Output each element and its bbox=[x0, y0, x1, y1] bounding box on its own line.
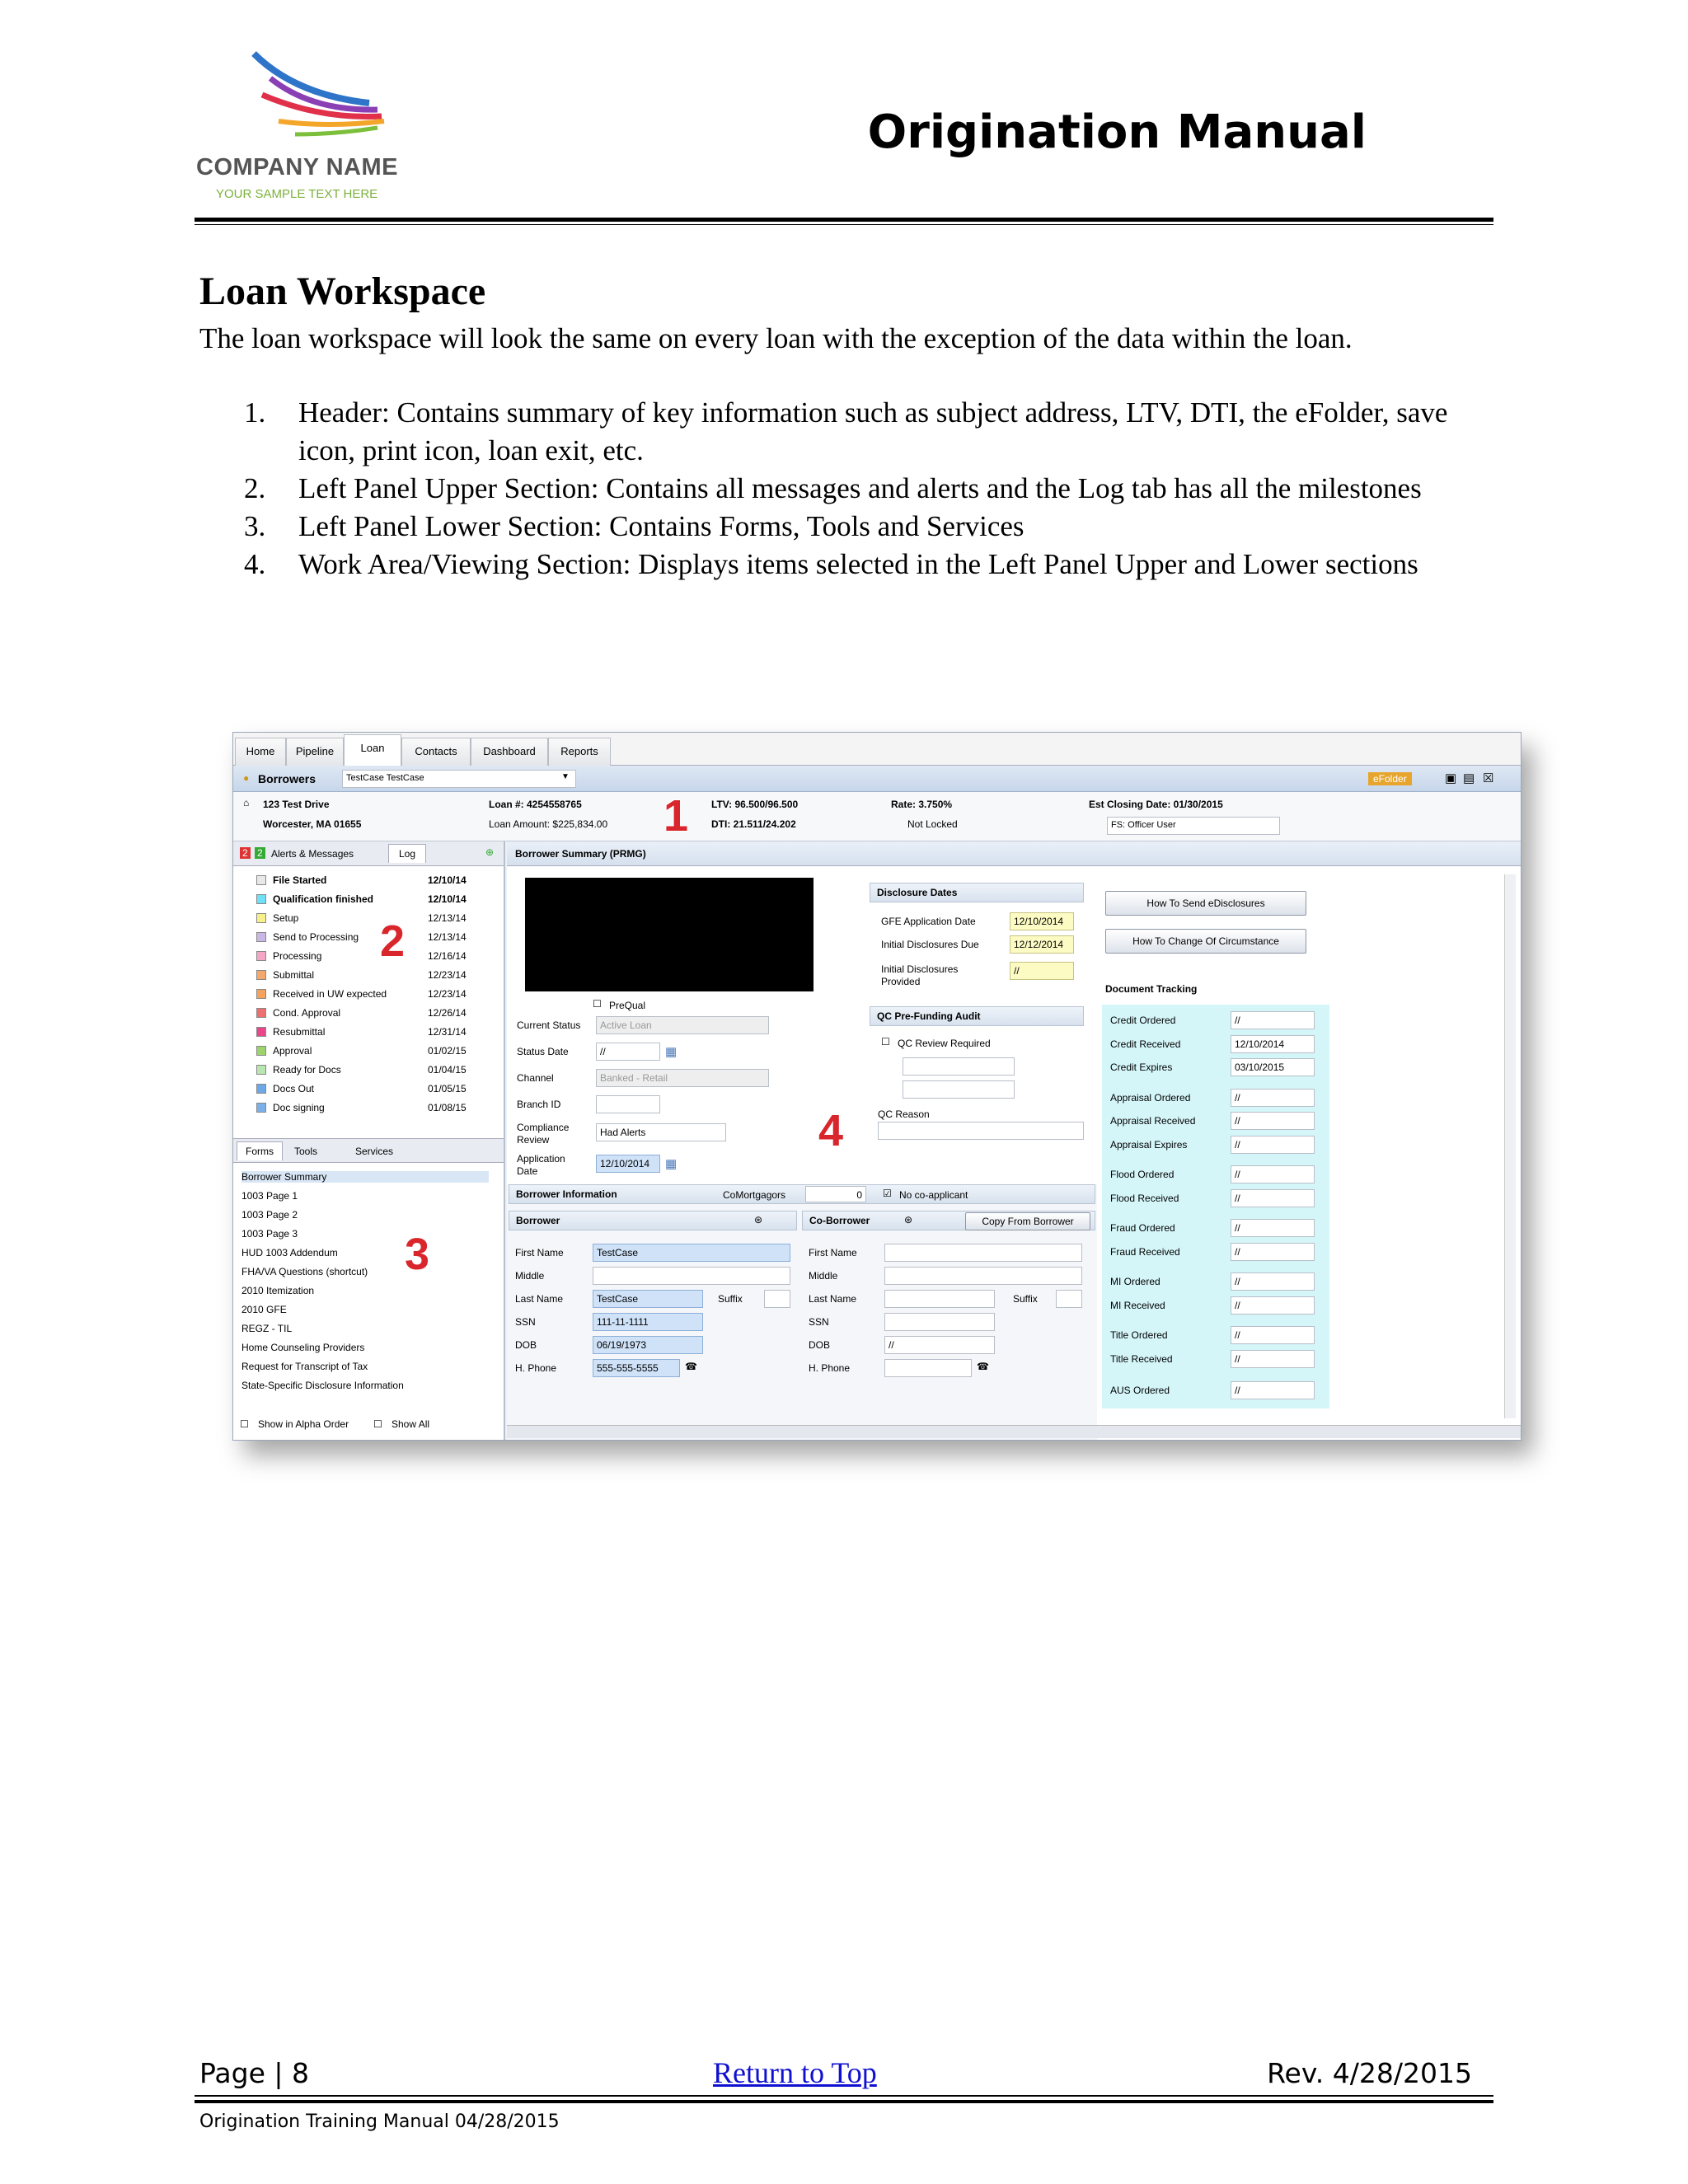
footer-doc-name: Origination Training Manual 04/28/2015 bbox=[199, 2111, 560, 2132]
channel-label: Channel bbox=[517, 1072, 554, 1084]
form-item[interactable]: REGZ - TIL bbox=[241, 1323, 293, 1334]
suffix-label: Suffix bbox=[718, 1293, 743, 1305]
header-rule-thin bbox=[195, 224, 1493, 225]
milestone-status-icon bbox=[256, 875, 266, 885]
form-item[interactable]: 1003 Page 3 bbox=[241, 1228, 298, 1240]
left-panel bbox=[233, 841, 505, 1441]
milestone-date: 12/13/14 bbox=[428, 912, 467, 924]
coborrower-first-name-field[interactable] bbox=[884, 1244, 1082, 1262]
calendar-icon[interactable]: ▦ bbox=[665, 1045, 678, 1059]
address-line-2: Worcester, MA 01655 bbox=[263, 818, 362, 830]
step-number: 4. bbox=[244, 548, 266, 580]
alert-count-green: 2 bbox=[255, 847, 265, 859]
step-number: 1. bbox=[244, 396, 266, 429]
section-intro: The loan workspace will look the same on every loan with the exception of the data within the loan. bbox=[199, 322, 1353, 354]
company-logo bbox=[196, 45, 427, 210]
horizontal-scrollbar[interactable] bbox=[507, 1425, 1522, 1438]
tracking-label: Appraisal Received bbox=[1110, 1115, 1196, 1127]
borrower-select[interactable]: TestCase TestCase bbox=[342, 770, 576, 788]
chevron-down-icon: ▼ bbox=[561, 772, 570, 781]
save-icon[interactable]: ▣ bbox=[1445, 771, 1457, 785]
dti: DTI: 21.511/24.202 bbox=[711, 818, 796, 830]
document-tracking-panel bbox=[1102, 1005, 1329, 1408]
step-item bbox=[244, 394, 1480, 470]
milestone-status-icon bbox=[256, 1065, 266, 1075]
milestone-status-icon bbox=[256, 1008, 266, 1018]
borrowers-label: Borrowers bbox=[258, 772, 316, 785]
qc-reason-select[interactable] bbox=[878, 1122, 1084, 1140]
show-alpha-order[interactable]: Show in Alpha Order bbox=[258, 1418, 349, 1430]
milestone-status-icon bbox=[256, 951, 266, 961]
efolder-button[interactable]: eFolder bbox=[1368, 772, 1412, 785]
home-icon: ⌂ bbox=[243, 797, 250, 808]
tab-tools[interactable]: Tools bbox=[294, 1146, 318, 1157]
redacted-block bbox=[525, 878, 814, 991]
tab-dashboard[interactable]: Dashboard bbox=[471, 738, 548, 766]
compliance-review-label: Compliance Review bbox=[517, 1122, 570, 1146]
milestone-status-icon bbox=[256, 989, 266, 999]
copy-from-borrower-button[interactable]: Copy From Borrower bbox=[965, 1212, 1090, 1230]
channel-field[interactable]: Banked - Retail bbox=[596, 1069, 769, 1087]
milestone-status-icon bbox=[256, 1046, 266, 1056]
coborrower-home-phone-field[interactable] bbox=[884, 1359, 972, 1377]
log-row[interactable] bbox=[233, 1004, 489, 1023]
gfe-app-date-label: GFE Application Date bbox=[881, 916, 976, 927]
revision-date: Rev. 4/28/2015 bbox=[1267, 2057, 1472, 2089]
log-row[interactable] bbox=[233, 966, 489, 985]
log-row[interactable] bbox=[233, 1080, 489, 1099]
tab-home[interactable]: Home bbox=[235, 738, 286, 766]
tracking-label: Title Received bbox=[1110, 1352, 1173, 1365]
marker-4: 4 bbox=[818, 1106, 844, 1155]
tracking-label: Fraud Ordered bbox=[1110, 1222, 1175, 1234]
page-number: Page | 8 bbox=[199, 2057, 309, 2089]
checkbox-checked-icon[interactable]: ☑ bbox=[883, 1188, 892, 1199]
logo-swoosh-icon bbox=[246, 45, 410, 144]
coborrower-last-name-field[interactable] bbox=[884, 1290, 995, 1308]
tab-log[interactable]: Log bbox=[388, 844, 426, 863]
current-status-label: Current Status bbox=[517, 1019, 581, 1031]
qc-field[interactable] bbox=[903, 1080, 1015, 1099]
borrower-bar bbox=[233, 766, 1521, 792]
tracking-date-field[interactable]: // bbox=[1231, 1272, 1315, 1291]
log-row[interactable] bbox=[233, 1061, 489, 1080]
checkbox-icon[interactable]: ☐ bbox=[593, 998, 602, 1010]
comortgagors-label: CoMortgagors bbox=[723, 1189, 786, 1201]
tracking-date-field[interactable]: // bbox=[1231, 1165, 1315, 1183]
borrower-first-name-field[interactable]: TestCase bbox=[593, 1244, 790, 1262]
coborrower-ssn-field[interactable] bbox=[884, 1313, 995, 1331]
log-row[interactable] bbox=[233, 1042, 489, 1061]
vertical-scrollbar[interactable] bbox=[1504, 874, 1516, 1418]
last-name-label: Last Name bbox=[515, 1293, 564, 1305]
document-tracking-title: Document Tracking bbox=[1105, 983, 1198, 995]
borrower-suffix-field[interactable] bbox=[764, 1290, 790, 1308]
status-date-field[interactable]: // bbox=[596, 1043, 660, 1061]
officer-select[interactable]: FS: Officer User bbox=[1107, 817, 1280, 835]
milestone-label: Approval bbox=[273, 1045, 312, 1057]
lock-status: Not Locked bbox=[907, 818, 958, 830]
tracking-label: MI Received bbox=[1110, 1299, 1165, 1311]
milestone-date: 12/23/14 bbox=[428, 988, 467, 1000]
tracking-label: Appraisal Ordered bbox=[1110, 1091, 1191, 1104]
marker-2: 2 bbox=[380, 916, 406, 966]
form-item[interactable]: Home Counseling Providers bbox=[241, 1342, 365, 1353]
rate: Rate: 3.750% bbox=[891, 799, 953, 810]
initial-disclosures-due-field[interactable]: 12/12/2014 bbox=[1010, 935, 1074, 954]
company-name: COMPANY NAME bbox=[196, 154, 398, 180]
company-tagline: YOUR SAMPLE TEXT HERE bbox=[216, 187, 378, 201]
tracking-label: Appraisal Expires bbox=[1110, 1138, 1188, 1151]
address-line-1: 123 Test Drive bbox=[263, 799, 330, 810]
tab-services[interactable]: Services bbox=[355, 1146, 394, 1157]
tracking-date-field[interactable]: // bbox=[1231, 1219, 1315, 1237]
milestone-date: 12/10/14 bbox=[428, 874, 467, 886]
middle-label: Middle bbox=[515, 1270, 545, 1282]
ssn-label: SSN bbox=[515, 1316, 536, 1328]
milestone-status-icon bbox=[256, 932, 266, 942]
application-date-label: Application Date bbox=[517, 1153, 565, 1177]
log-row[interactable] bbox=[233, 1023, 489, 1042]
tab-pipeline[interactable]: Pipeline bbox=[286, 738, 344, 766]
coborrower-subheader: Co-Borrower bbox=[802, 1211, 1095, 1230]
add-icon[interactable]: ⊕ bbox=[485, 846, 495, 858]
branch-id-label: Branch ID bbox=[517, 1099, 561, 1110]
last-name-label: Last Name bbox=[809, 1293, 857, 1305]
milestone-status-icon bbox=[256, 1084, 266, 1094]
coborrower-middle-field[interactable] bbox=[884, 1267, 1082, 1285]
tracking-label: Fraud Received bbox=[1110, 1245, 1180, 1258]
step-text: Work Area/Viewing Section: Displays items selected in the Left Panel Upper and Lower sections bbox=[298, 548, 1418, 580]
milestone-date: 12/16/14 bbox=[428, 950, 467, 962]
home-phone-label: H. Phone bbox=[809, 1362, 851, 1374]
milestone-date: 01/08/15 bbox=[428, 1102, 467, 1113]
milestone-date: 12/23/14 bbox=[428, 969, 467, 981]
form-item[interactable]: Borrower Summary bbox=[241, 1171, 489, 1183]
log-row[interactable] bbox=[233, 947, 489, 966]
est-closing-date: Est Closing Date: 01/30/2015 bbox=[1089, 799, 1223, 810]
log-row[interactable] bbox=[233, 909, 489, 928]
alert-count-red: 2 bbox=[240, 847, 251, 859]
status-date-label: Status Date bbox=[517, 1046, 569, 1057]
milestone-label: Qualification finished bbox=[273, 893, 374, 905]
qc-reason-label: QC Reason bbox=[878, 1108, 930, 1120]
calendar-icon[interactable]: ▦ bbox=[665, 1157, 678, 1171]
show-all[interactable]: Show All bbox=[392, 1418, 430, 1430]
milestone-status-icon bbox=[256, 970, 266, 980]
section-title: Loan Workspace bbox=[199, 269, 486, 313]
borrower-middle-field[interactable] bbox=[593, 1267, 790, 1285]
form-item[interactable]: 1003 Page 1 bbox=[241, 1190, 298, 1202]
left-panel-lower-tabs bbox=[233, 1138, 504, 1163]
first-name-label: First Name bbox=[809, 1247, 857, 1258]
milestone-label: Doc signing bbox=[273, 1102, 325, 1113]
milestone-label: Ready for Docs bbox=[273, 1064, 341, 1076]
tracking-date-field[interactable]: // bbox=[1231, 1136, 1315, 1154]
tracking-label: Credit Expires bbox=[1110, 1062, 1173, 1073]
prequal-label: PreQual bbox=[609, 1000, 646, 1011]
steps-list bbox=[244, 394, 1480, 583]
tracking-date-field[interactable]: 12/10/2014 bbox=[1231, 1035, 1315, 1053]
loan-amount: Loan Amount: $225,834.00 bbox=[489, 818, 608, 830]
tab-contacts[interactable]: Contacts bbox=[401, 738, 471, 766]
dob-label: DOB bbox=[809, 1339, 831, 1351]
milestone-date: 01/02/15 bbox=[428, 1045, 467, 1057]
return-to-top-link[interactable]: Return to Top bbox=[713, 2056, 877, 2089]
milestone-label: File Started bbox=[273, 874, 327, 886]
compliance-review-field[interactable]: Had Alerts bbox=[596, 1123, 726, 1141]
borrower-subheader: Borrower bbox=[509, 1211, 797, 1230]
step-text: Left Panel Lower Section: Contains Forms, Tools and Services bbox=[298, 510, 1025, 542]
borrower-last-name-field[interactable]: TestCase bbox=[593, 1290, 703, 1308]
step-number: 2. bbox=[244, 472, 266, 504]
current-status-field[interactable]: Active Loan bbox=[596, 1016, 769, 1034]
borrower-info-header: Borrower Information bbox=[509, 1184, 1095, 1204]
qc-field[interactable] bbox=[903, 1057, 1015, 1076]
tab-forms[interactable]: Forms bbox=[237, 1141, 283, 1160]
form-item[interactable]: 2010 GFE bbox=[241, 1304, 287, 1315]
milestone-label: Cond. Approval bbox=[273, 1007, 341, 1019]
tab-reports[interactable]: Reports bbox=[548, 738, 611, 766]
how-to-change-circumstance-button[interactable]: How To Change Of Circumstance bbox=[1105, 929, 1306, 954]
dob-label: DOB bbox=[515, 1339, 537, 1351]
ltv: LTV: 96.500/96.500 bbox=[711, 799, 799, 810]
close-icon[interactable]: ☒ bbox=[1483, 771, 1494, 785]
milestone-date: 01/04/15 bbox=[428, 1064, 467, 1076]
phone-icon[interactable]: ☎ bbox=[685, 1361, 697, 1372]
tracking-date-field[interactable]: // bbox=[1231, 1189, 1315, 1207]
ssn-label: SSN bbox=[809, 1316, 829, 1328]
binoculars-icon[interactable]: ⊛ bbox=[754, 1214, 763, 1226]
coborrower-suffix-field[interactable] bbox=[1056, 1290, 1082, 1308]
footer-rule-thick bbox=[195, 2100, 1493, 2103]
marker-1: 1 bbox=[663, 791, 689, 841]
tracking-date-field[interactable]: // bbox=[1231, 1243, 1315, 1261]
log-row[interactable] bbox=[233, 890, 489, 909]
step-number: 3. bbox=[244, 510, 266, 542]
log-row[interactable] bbox=[233, 985, 489, 1004]
milestone-date: 12/13/14 bbox=[428, 931, 467, 943]
milestone-date: 12/26/14 bbox=[428, 1007, 467, 1019]
application-date-field[interactable]: 12/10/2014 bbox=[596, 1155, 660, 1173]
milestone-label: Setup bbox=[273, 912, 299, 924]
no-coapplicant-label: No co-applicant bbox=[899, 1189, 968, 1201]
qc-review-required-label: QC Review Required bbox=[898, 1038, 991, 1049]
doc-title: Origination Manual bbox=[867, 105, 1367, 159]
tracking-date-field[interactable]: // bbox=[1231, 1112, 1315, 1130]
loan-workspace-screenshot bbox=[232, 732, 1522, 1441]
log-row[interactable] bbox=[233, 871, 489, 890]
form-item[interactable]: Request for Transcript of Tax bbox=[241, 1361, 368, 1372]
milestone-label: Submittal bbox=[273, 969, 315, 981]
checkbox-icon[interactable]: ☐ bbox=[240, 1418, 249, 1430]
footer-rule bbox=[195, 2095, 1493, 2097]
milestone-status-icon bbox=[256, 1027, 266, 1037]
work-area-title: Borrower Summary (PRMG) bbox=[515, 848, 646, 860]
form-item[interactable]: 2010 Itemization bbox=[241, 1285, 315, 1296]
borrower-dob-field[interactable]: 06/19/1973 bbox=[593, 1336, 703, 1354]
tracking-date-field[interactable]: // bbox=[1231, 1381, 1315, 1399]
milestone-date: 12/10/14 bbox=[428, 893, 467, 905]
tracking-label: Title Ordered bbox=[1110, 1329, 1168, 1341]
milestone-date: 12/31/14 bbox=[428, 1026, 467, 1038]
milestone-status-icon bbox=[256, 913, 266, 923]
left-panel-upper-tabs bbox=[233, 841, 504, 866]
binoculars-icon[interactable]: ⊛ bbox=[904, 1214, 913, 1226]
milestone-status-icon bbox=[256, 894, 266, 904]
tracking-label: AUS Ordered bbox=[1110, 1385, 1170, 1396]
step-item bbox=[244, 508, 1480, 546]
print-icon[interactable]: ▤ bbox=[1463, 771, 1475, 785]
header-rule bbox=[195, 218, 1493, 222]
initial-disclosures-provided-label: Initial Disclosures Provided bbox=[881, 963, 959, 987]
borrower-home-phone-field[interactable]: 555-555-5555 bbox=[593, 1359, 680, 1377]
form-item[interactable]: FHA/VA Questions (shortcut) bbox=[241, 1266, 368, 1277]
disclosure-dates-header: Disclosure Dates bbox=[870, 883, 1084, 902]
step-item bbox=[244, 546, 1480, 583]
tracking-date-field[interactable]: // bbox=[1231, 1326, 1315, 1344]
milestone-label: Received in UW expected bbox=[273, 988, 387, 1000]
tracking-label: Flood Received bbox=[1110, 1192, 1179, 1204]
main-tab-bar bbox=[233, 733, 1521, 766]
tracking-date-field[interactable]: // bbox=[1231, 1296, 1315, 1315]
coborrower-dob-field[interactable]: // bbox=[884, 1336, 995, 1354]
home-phone-label: H. Phone bbox=[515, 1362, 557, 1374]
marker-3: 3 bbox=[405, 1230, 430, 1279]
tracking-label: Credit Received bbox=[1110, 1038, 1181, 1050]
tab-loan[interactable]: Loan bbox=[344, 734, 401, 766]
gfe-app-date-field[interactable]: 12/10/2014 bbox=[1010, 912, 1074, 930]
milestone-label: Docs Out bbox=[273, 1083, 315, 1094]
milestone-status-icon bbox=[256, 1103, 266, 1113]
tracking-label: MI Ordered bbox=[1110, 1276, 1160, 1287]
form-item[interactable]: State-Specific Disclosure Information bbox=[241, 1380, 404, 1391]
milestone-label: Send to Processing bbox=[273, 931, 359, 943]
tracking-label: Flood Ordered bbox=[1110, 1169, 1175, 1180]
log-row[interactable] bbox=[233, 928, 489, 947]
initial-disclosures-due-label: Initial Disclosures Due bbox=[881, 939, 979, 950]
comortgagors-field[interactable]: 0 bbox=[805, 1186, 866, 1202]
tracking-label: Credit Ordered bbox=[1110, 1015, 1176, 1026]
loan-number: Loan #: 4254558765 bbox=[489, 799, 582, 810]
borrower-ssn-field[interactable]: 111-11-1111 bbox=[593, 1313, 703, 1331]
suffix-label: Suffix bbox=[1013, 1293, 1038, 1305]
form-item[interactable]: 1003 Page 2 bbox=[241, 1209, 298, 1221]
borrowers-icon: ● bbox=[243, 772, 250, 784]
tracking-date-field[interactable]: // bbox=[1231, 1089, 1315, 1107]
work-area-header bbox=[507, 841, 1522, 866]
loan-summary-header bbox=[233, 792, 1521, 841]
middle-label: Middle bbox=[809, 1270, 838, 1282]
qc-audit-header: QC Pre-Funding Audit bbox=[870, 1006, 1084, 1026]
tracking-date-field[interactable]: // bbox=[1231, 1350, 1315, 1368]
tracking-date-field[interactable]: 03/10/2015 bbox=[1231, 1058, 1315, 1076]
tracking-date-field[interactable]: // bbox=[1231, 1011, 1315, 1029]
milestone-label: Resubmittal bbox=[273, 1026, 326, 1038]
tab-alerts-messages[interactable]: Alerts & Messages bbox=[271, 848, 354, 860]
log-row[interactable] bbox=[233, 1099, 489, 1118]
form-item[interactable]: HUD 1003 Addendum bbox=[241, 1247, 338, 1258]
checkbox-icon[interactable]: ☐ bbox=[881, 1036, 890, 1047]
work-area bbox=[507, 841, 1522, 1441]
borrower-info-section bbox=[507, 1184, 1097, 1441]
checkbox-icon[interactable]: ☐ bbox=[373, 1418, 382, 1430]
step-text: Header: Contains summary of key information such as subject address, LTV, DTI, the eFolder, save icon, print icon, loan exit, etc. bbox=[298, 396, 1448, 466]
step-item bbox=[244, 470, 1480, 508]
branch-id-field[interactable] bbox=[596, 1095, 660, 1113]
milestone-date: 01/05/15 bbox=[428, 1083, 467, 1094]
initial-disclosures-provided-field[interactable]: // bbox=[1010, 962, 1074, 980]
first-name-label: First Name bbox=[515, 1247, 564, 1258]
phone-icon[interactable]: ☎ bbox=[977, 1361, 989, 1372]
how-to-send-edisclosures-button[interactable]: How To Send eDisclosures bbox=[1105, 891, 1306, 916]
step-text: Left Panel Upper Section: Contains all messages and alerts and the Log tab has all the milestones bbox=[298, 472, 1422, 504]
milestone-label: Processing bbox=[273, 950, 322, 962]
